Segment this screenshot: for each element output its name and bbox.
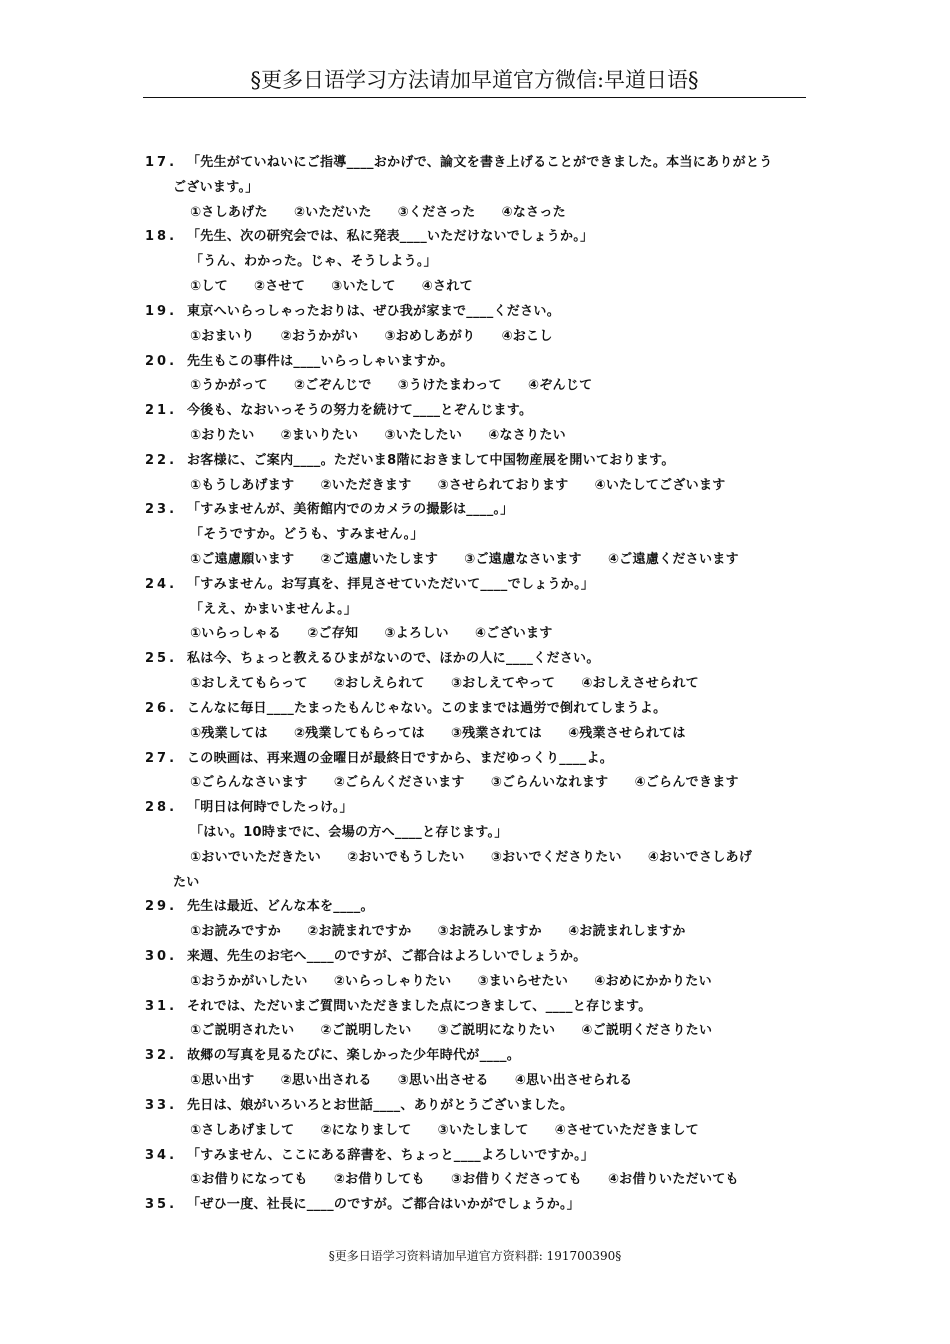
question-number: 34.	[145, 1147, 178, 1163]
question-number: 25.	[145, 651, 178, 667]
answer-option: ④お借りいただいても	[607, 1172, 739, 1188]
question-line	[145, 573, 815, 598]
answer-option: ③ご遠慮なさいます	[464, 552, 582, 567]
answer-option: ②残業してもらっては	[293, 725, 425, 741]
dialogue-reply: 「そうですか。どうも、すみません。」	[190, 527, 424, 543]
answer-option: ①さしあげた	[190, 204, 268, 220]
question-number: 23.	[145, 502, 178, 518]
answer-option: ①おりたい	[190, 427, 255, 443]
answer-option: ①おいでいただきたい	[190, 849, 322, 865]
question-list	[145, 151, 815, 1218]
answer-option: ①思い出す	[190, 1073, 255, 1089]
answer-option: ④おこし	[501, 328, 553, 344]
question-text: 故郷の写真を見るたびに、楽しかった少年時代が____。	[187, 1048, 521, 1064]
dialogue-reply: 「はい。10時までに、会場の方へ____と存じます。」	[190, 824, 508, 840]
question-text: 「ぜひ一度、社長に____のですが。ご都合はいかがでしょうか。」	[187, 1197, 581, 1213]
answer-options	[145, 1069, 815, 1094]
question-text: 「すみませんが、美術館内でのカメラの撮影は____。」	[187, 502, 514, 518]
question-text: 「明日は何時でしたっけ。」	[187, 800, 353, 816]
question-number: 31.	[145, 998, 178, 1014]
answer-option: ③させられております	[437, 477, 569, 493]
answer-option: ①お読みですか	[190, 924, 282, 940]
answer-option: ①いらっしゃる	[190, 626, 282, 642]
answer-option: ②ご存知	[307, 626, 359, 642]
question-line	[145, 350, 815, 375]
question-text: 「先生、次の研究会では、私に発表____いただけないでしょうか。」	[187, 229, 594, 245]
answer-option: ④思い出させられる	[514, 1073, 633, 1089]
answer-option: ①ご遠慮願います	[190, 552, 295, 567]
answer-option: ③おしえてやって	[450, 676, 556, 692]
answer-option: ④お読まれしますか	[567, 924, 686, 940]
answer-option: ①ご説明されたい	[190, 1023, 295, 1039]
answer-option: ②お借りしても	[333, 1172, 425, 1188]
answer-option: ③思い出させる	[397, 1073, 489, 1089]
question-number: 28.	[145, 800, 178, 816]
answer-option: ②いらっしゃりたい	[333, 973, 452, 989]
question-continuation: たい	[173, 874, 200, 890]
question-continuation: ございます。」	[173, 179, 259, 195]
answer-option: ①うかがって	[190, 378, 268, 394]
question-line	[145, 225, 815, 250]
answer-option: ③よろしい	[384, 626, 449, 642]
question-line	[145, 995, 815, 1020]
answer-option: ②おいでもうしたい	[347, 849, 465, 865]
question-number: 32.	[145, 1048, 178, 1064]
question-line	[145, 1144, 815, 1169]
question-line	[145, 1193, 815, 1218]
question-text: 今後も、なおいっそうの努力を続けて____とぞんじます。	[187, 403, 533, 419]
answer-option: ④されて	[421, 279, 473, 295]
question-text: 私は今、ちょっと教えるひまがないので、ほかの人に____ください。	[187, 651, 600, 667]
question-line	[145, 151, 815, 176]
answer-option: ③くださった	[397, 204, 476, 220]
question-text: 「すみません、ここにある辞書を、ちょっと____よろしいですか。」	[187, 1147, 595, 1163]
answer-option: ④なさりたい	[488, 427, 566, 443]
answer-options	[145, 275, 815, 300]
answer-option: ②まいりたい	[280, 427, 359, 443]
answer-option: ①もうしあげます	[190, 477, 295, 493]
answer-option: ④なさった	[501, 204, 566, 220]
answer-option: ②いただいた	[293, 204, 372, 220]
question-line	[145, 1044, 815, 1069]
question-text: この映画は、再来週の金曜日が最終日ですから、まだゆっくり____よ。	[187, 750, 614, 766]
answer-option: ③ごらんいなれます	[490, 775, 609, 791]
question-line	[145, 449, 815, 474]
answer-option: ①おしえてもらって	[190, 676, 308, 692]
question-number: 26.	[145, 700, 178, 716]
question-number: 18.	[145, 229, 178, 245]
question-line	[145, 697, 815, 722]
question-text: 先生は最近、どんな本を____。	[187, 899, 374, 915]
answer-options	[145, 1168, 815, 1193]
answer-option: ③おいでくださりたい	[490, 849, 622, 865]
question-number: 22.	[145, 452, 178, 468]
answer-option: ③いたして	[331, 279, 396, 295]
question-number: 35.	[145, 1197, 178, 1213]
answer-option: ④おしえさせられて	[581, 676, 699, 692]
question-text: 先生もこの事件は____いらっしゃいますか。	[187, 353, 454, 369]
answer-option: ③お借りくださっても	[450, 1172, 582, 1188]
page-footer: §更多日语学习资料请加早道官方资料群: 191700390§	[328, 1249, 622, 1263]
dialogue-reply: 「ええ、かまいませんよ。」	[190, 601, 358, 617]
answer-option: ①おうかがいしたい	[190, 973, 308, 989]
answer-option: ④ご説明くださりたい	[581, 1023, 713, 1039]
answer-options	[145, 970, 815, 995]
answer-option: ④ごらんできます	[634, 775, 739, 791]
answer-option: ④ぞんじて	[527, 378, 593, 394]
answer-option: ②ご説明したい	[320, 1023, 412, 1039]
question-number: 27.	[145, 750, 178, 766]
answer-option: ②いただきます	[320, 477, 412, 493]
answer-option: ④いたしてございます	[594, 477, 726, 493]
answer-option: ②ごらんくださいます	[333, 775, 465, 791]
answer-options	[145, 722, 815, 747]
question-number: 17.	[145, 155, 178, 170]
question-number: 19.	[145, 303, 178, 319]
question-number: 20.	[145, 353, 178, 369]
question-text: 来週、先生のお宅へ____のですが、ご都合はよろしいでしょうか。	[187, 949, 587, 964]
answer-option: ①お借りになっても	[190, 1172, 308, 1188]
answer-options	[145, 1119, 815, 1144]
answer-options	[145, 771, 815, 796]
answer-options	[145, 846, 815, 871]
answer-options	[145, 622, 815, 647]
question-line	[145, 498, 815, 523]
answer-option: ③残業されては	[450, 725, 542, 741]
answer-option: ③お読みしますか	[437, 924, 542, 940]
answer-options	[145, 374, 815, 399]
answer-option: ②おうかがい	[280, 328, 359, 344]
answer-option: ①さしあげまして	[190, 1122, 295, 1138]
answer-option: ③ご説明になりたい	[437, 1023, 556, 1039]
answer-option: ①して	[190, 279, 228, 295]
question-number: 24.	[145, 576, 178, 592]
answer-option: ④おめにかかりたい	[594, 973, 712, 989]
answer-options	[145, 920, 815, 945]
answer-option: ②思い出される	[280, 1073, 372, 1089]
question-text: 先日は、娘がいろいろとお世話____、ありがとうございました。	[187, 1097, 574, 1113]
question-line	[145, 747, 815, 772]
question-text: 「先生がていねいにご指導____おかげで、論文を書き上げることができました。本当にありがとう	[187, 155, 773, 170]
answer-option: ②ごぞんじで	[293, 378, 372, 394]
answer-option: ④させていただきまして	[554, 1122, 699, 1138]
question-text: 東京へいらっしゃったおりは、ぜひ我が家まで____ください。	[187, 303, 560, 319]
answer-option: ②お読まれですか	[307, 924, 412, 940]
answer-options	[145, 1019, 815, 1044]
answer-option: ①ごらんなさいます	[190, 775, 308, 791]
question-line	[145, 647, 815, 672]
answer-option: ③まいらせたい	[477, 973, 569, 989]
question-text: お客様に、ご案内____。ただいま8階におきまして中国物産展を開いております。	[187, 452, 675, 468]
answer-option: ③いたしまして	[437, 1122, 529, 1138]
question-line	[145, 1094, 815, 1119]
answer-options	[145, 672, 815, 697]
question-line	[145, 796, 815, 821]
answer-option: ③うけたまわって	[397, 378, 502, 394]
question-number: 30.	[145, 949, 178, 964]
question-line	[145, 300, 815, 325]
question-number: 29.	[145, 899, 178, 915]
question-line	[145, 895, 815, 920]
answer-option: ①おまいり	[190, 328, 255, 344]
question-line	[145, 945, 815, 970]
question-number: 21.	[145, 403, 178, 419]
page-header: §更多日语学习方法请加早道官方微信:早道日语§	[143, 66, 806, 98]
answer-option: ④おいでさしあげ	[647, 849, 753, 865]
answer-option: ③いたしたい	[384, 427, 463, 443]
answer-option: ②になりまして	[320, 1122, 412, 1138]
answer-option: ④ご遠慮くださいます	[607, 552, 739, 567]
answer-options	[145, 325, 815, 350]
question-number: 33.	[145, 1097, 178, 1113]
answer-option: ④残業させられては	[567, 725, 686, 741]
answer-options	[145, 548, 815, 573]
answer-options	[145, 474, 815, 499]
answer-options	[145, 201, 815, 226]
answer-option: ③おめしあがり	[384, 328, 476, 344]
answer-option: ①残業しては	[190, 725, 268, 741]
question-text: それでは、ただいまご質問いただきました点につきまして、____と存じます。	[187, 998, 652, 1014]
answer-option: ②おしえられて	[333, 676, 425, 692]
answer-options	[145, 424, 815, 449]
answer-option: ②ご遠慮いたします	[320, 552, 439, 567]
answer-option: ④ございます	[474, 626, 553, 642]
question-line	[145, 399, 815, 424]
question-text: こんなに毎日____たまったもんじゃない。このままでは過労で倒れてしまうよ。	[187, 700, 667, 716]
dialogue-reply: 「うん、わかった。じゃ、そうしよう。」	[190, 254, 437, 270]
question-text: 「すみません。お写真を、拝見させていただいて____でしょうか。」	[187, 576, 595, 592]
answer-option: ②させて	[253, 279, 306, 295]
